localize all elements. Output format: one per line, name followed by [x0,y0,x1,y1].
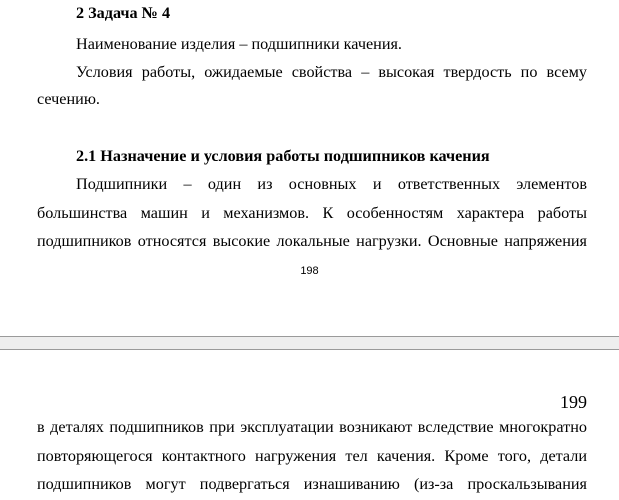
page2-line-3: подшипников могут подвергаться изнашиванию (из-за проскальзывания [37,475,587,493]
page-number-199: 199 [560,392,587,412]
conditions-line-2: сечению. [37,90,100,108]
paragraph-line-2: большинства машин и механизмов. К особенностям характера работы [37,204,587,222]
page2-line-2: повторяющегося контактного нагружения тел качения. Кроме того, детали [37,447,587,465]
product-name-line: Наименование изделия – подшипники качения. [76,35,402,53]
conditions-line-1: Условия работы, ожидаемые свойства – высокая твердость по всему [76,63,587,81]
task-heading: 2 Задача № 4 [76,4,171,22]
section-heading: 2.1 Назначение и условия работы подшипников качения [76,147,490,165]
paragraph-line-1: Подшипники – один из основных и ответственных элементов [76,175,587,193]
page2-line-1: в деталях подшипников при эксплуатации возникают вследствие многократно [37,418,587,436]
page-separator [0,336,619,350]
page-number-198: 198 [300,265,319,277]
paragraph-line-3: подшипников относятся высокие локальные нагрузки. Основные напряжения [37,232,587,250]
